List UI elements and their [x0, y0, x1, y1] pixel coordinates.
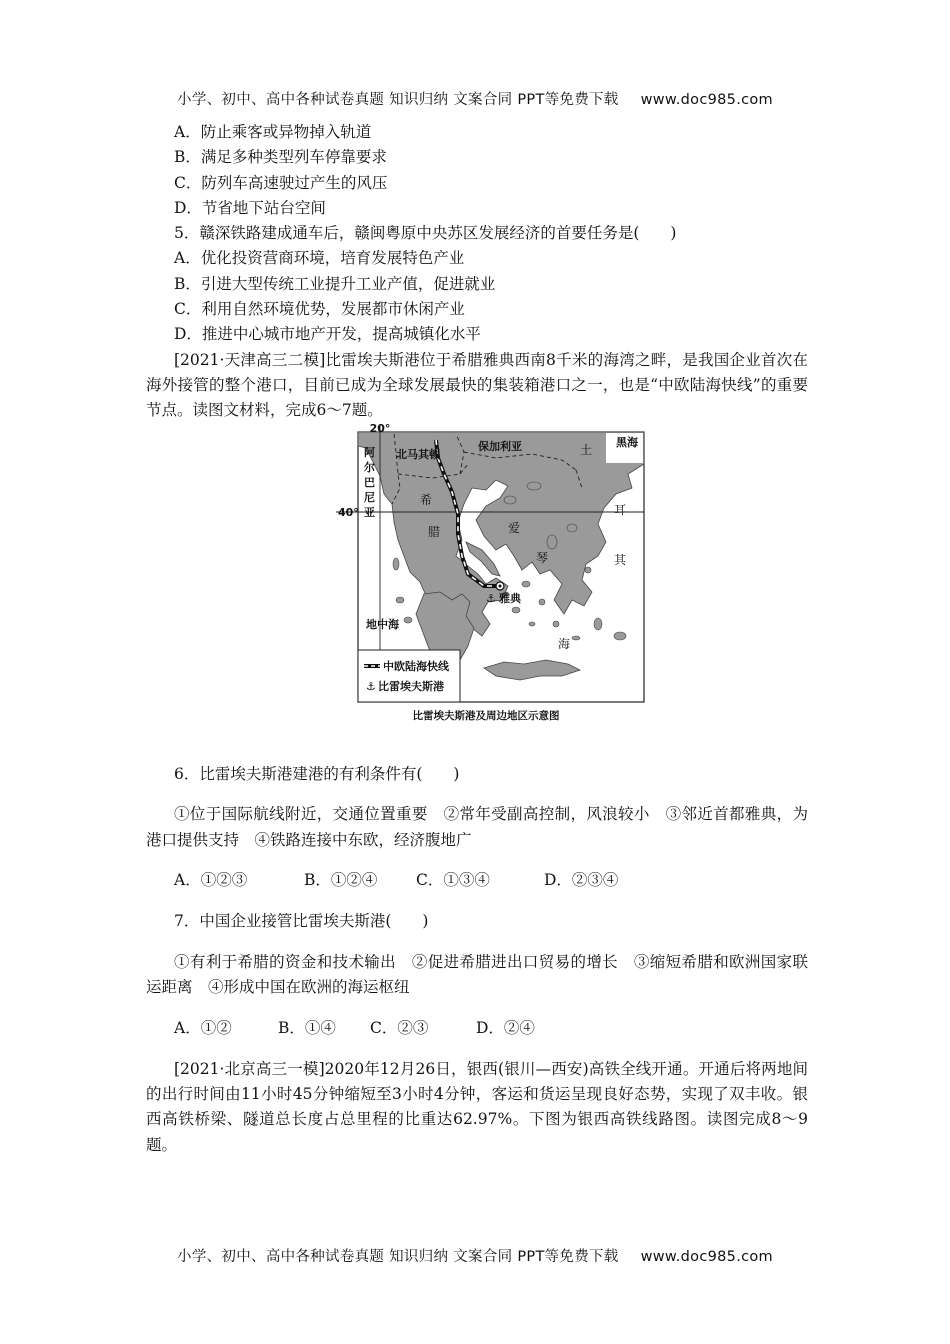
q7-statements: ①有利于希腊的资金和技术输出 ②促进希腊进出口贸易的增长 ③缩短希腊和欧洲国家联运距离 ④形成中国在欧洲的海运枢纽 [146, 952, 808, 997]
q5-option-d: D．推进中心城市地产开发，提高城镇化水平 [174, 325, 481, 344]
athens-dot [499, 585, 502, 588]
q6-choice-d: D．②③④ [544, 871, 619, 890]
passage-yinxi-railway: [2021·北京高三一模]2020年12月26日，银西(银川—西安)高铁全线开通。开通后将两地间的出行时间由11小时45分钟缩短至3小时4分钟，客运和货运呈现良好态势，实现了双丰收。银西高铁桥梁、隧道总长度占总里程的比重达62.97%。下图为银西高铁线路图。读图完成8～9题。 [146, 1059, 808, 1154]
q5-option-b: B．引进大型传统工业提升工业产值，促进就业 [174, 274, 496, 293]
turkey-label-1: 土 [580, 443, 593, 457]
page-header [0, 88, 950, 109]
q6-choices [146, 868, 808, 893]
aegean-label-1: 爱 [508, 521, 521, 535]
greece-label-1: 希 [420, 493, 433, 507]
passage-piraeus: [2021·天津高三二模]比雷埃夫斯港位于希腊雅典西南8千米的海湾之畔，是我国企业首次在海外接管的整个港口，目前已成为全球发展最快的集装箱港口之一，也是“中欧陆海快线”的重要节点。读图文材料，完成6～7题。 [146, 350, 808, 420]
questions-part-1 [146, 120, 808, 424]
q4-option-c: C．防列车高速驶过产生的风压 [174, 173, 388, 192]
q7-choices [146, 1016, 808, 1041]
legend-port-icon: ⚓ [366, 680, 376, 693]
aegean-label-2: 琴 [536, 551, 549, 565]
albania-label-4: 尼 [364, 491, 375, 504]
q7-choice-b: B．①④ [278, 1019, 336, 1038]
page-footer [0, 1245, 950, 1266]
q7-choice-c: C．②③ [370, 1019, 429, 1038]
albania-label-3: 巴 [364, 476, 375, 489]
greece-label-2: 腊 [428, 525, 441, 539]
lon-label: 20° [369, 424, 391, 435]
q7-choice-d: D．②④ [476, 1019, 535, 1038]
turkey-label-3: 其 [614, 553, 627, 567]
header-site-link[interactable]: www.doc985.com [640, 92, 773, 108]
bulgaria-label: 保加利亚 [478, 440, 522, 453]
map-caption: 比雷埃夫斯港及周边地区示意图 [412, 710, 560, 722]
black-sea-label: 黑海 [616, 436, 638, 449]
piraeus-map [336, 424, 656, 706]
q7-choice-a: A．①② [174, 1019, 232, 1038]
header-text: 小学、初中、高中各种试卷真题 知识归纳 文案合同 PPT等免费下载 [177, 92, 619, 108]
q6-stem: 6．比雷埃夫斯港建港的有利条件有( ) [174, 764, 460, 783]
q4-option-d: D．节省地下站台空间 [174, 198, 326, 217]
north-macedonia-label: 北马其顿 [396, 448, 440, 461]
q6-choice-b: B．①②④ [304, 871, 378, 890]
mediterranean-label: 地中海 [366, 618, 399, 631]
footer-site-link[interactable]: www.doc985.com [640, 1249, 773, 1265]
q5-option-c: C．利用自然环境优势，发展都市休闲产业 [174, 300, 465, 319]
q4-option-b: B．满足多种类型列车停靠要求 [174, 148, 387, 167]
anchor-icon: ⚓ [486, 592, 496, 605]
legend-rail-label: 中欧陆海快线 [383, 660, 449, 673]
aegean-label-3: 海 [558, 637, 571, 651]
map-legend [358, 650, 460, 702]
questions-part-2 [146, 746, 808, 1174]
albania-label-1: 阿 [364, 446, 375, 459]
q6-choice-a: A．①②③ [174, 871, 248, 890]
q7-stem: 7．中国企业接管比雷埃夫斯港( ) [174, 912, 429, 931]
legend-port-label: 比雷埃夫斯港 [378, 680, 444, 693]
footer-text: 小学、初中、高中各种试卷真题 知识归纳 文案合同 PPT等免费下载 [177, 1249, 619, 1265]
map-figure [336, 424, 656, 722]
turkey-label-2: 耳 [614, 503, 627, 517]
q4-option-a: A．防止乘客或异物掉入轨道 [174, 123, 372, 141]
lat-label: 40° [338, 506, 359, 519]
q6-statements: ①位于国际航线附近，交通位置重要 ②常年受副高控制，风浪较小 ③邻近首都雅典，为港口提供支持 ④铁路连接中东欧，经济腹地广 [146, 805, 808, 849]
albania-label-5: 亚 [364, 506, 375, 519]
q5-stem: 5．赣深铁路建成通车后，赣闽粤原中央苏区发展经济的首要任务是( ) [174, 224, 677, 243]
athens-label: 雅典 [499, 592, 521, 605]
albania-label-2: 尔 [364, 461, 375, 474]
q5-option-a: A．优化投资营商环境，培育发展特色产业 [174, 249, 465, 268]
q6-choice-c: C．①③④ [416, 871, 490, 890]
